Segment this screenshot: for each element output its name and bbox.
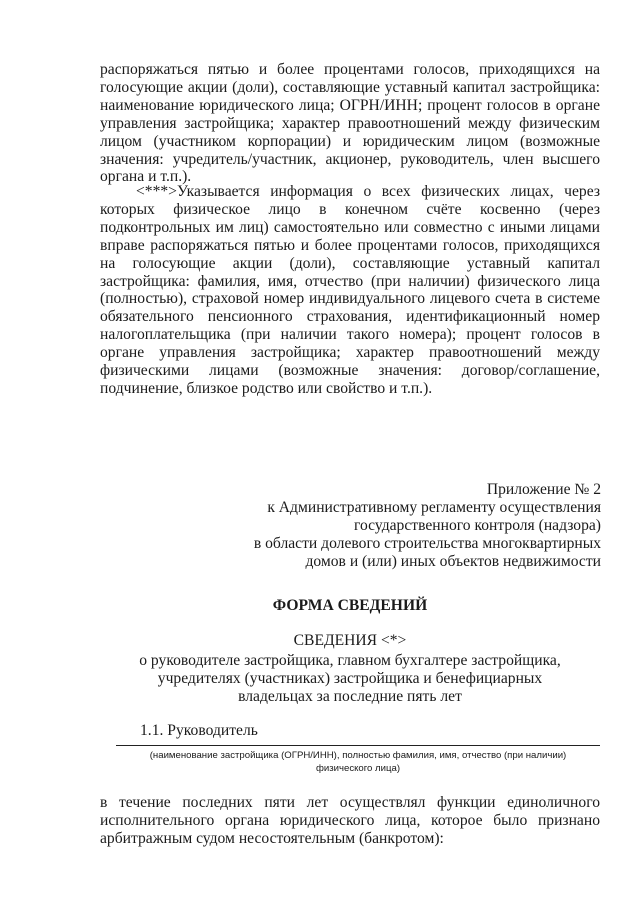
- paragraph-text: распоряжаться пятью и более процентами голосов, приходящихся на голосующие акции (доли), составляющие уставный капитал застройщика: наименование юридического лица; ОГРН/ИНН; процент голосов в органе управления застройщика; характер правоотношений между физическим лицом (участником корпорации) и юридическим лицом (возможные значения: учредитель/участник, акционер, руководитель, член высшего органа и т.п.).: [100, 61, 600, 186]
- appendix-line: в области долевого строительства многоквартирных: [253, 535, 601, 552]
- appendix-header: [181, 481, 601, 571]
- appendix-line: к Административному регламенту осуществления: [267, 499, 601, 516]
- appendix-line: государственного контроля (надзора): [353, 517, 601, 534]
- footnote-triple-star-paragraph: [100, 183, 600, 398]
- subtitle-line: учредителях (участниках) застройщика и бенефициарных: [157, 669, 543, 687]
- section-heading: 1.1. Руководитель: [140, 722, 258, 739]
- form-title: ФОРМА СВЕДЕНИЙ: [272, 597, 428, 614]
- body-paragraph: [100, 794, 600, 848]
- form-subtitle: [100, 652, 600, 705]
- appendix-line: домов и (или) иных объектов недвижимости: [305, 553, 601, 570]
- svedeniya-heading: СВЕДЕНИЯ <*>: [293, 632, 407, 649]
- subtitle-line: владельцах за последние пять лет: [238, 687, 462, 705]
- subtitle-line: о руководителе застройщика, главном бухгалтере застройщика,: [139, 652, 561, 669]
- fill-in-line: [116, 745, 600, 746]
- caption-line: физического лица): [315, 762, 401, 774]
- field-caption: [116, 750, 600, 775]
- appendix-number: Приложение № 2: [486, 481, 601, 498]
- paragraph-text: <***>Указывается информация о всех физических лицах, через которых физическое лицо в конечном счёте косвенно (через подконтрольных им лиц) самостоятельно или совместно с иными лицами вправе распоряжаться пятью и более процентами голосов, приходящихся на голосующие акции (доли), составляющие уставный капитал застройщика: фамилия, имя, отчество (при наличии) физического лица (полностью), страховой номер индивидуального лицевого счета в системе обязательного пенсионного страхования, идентификационный номер налогоплательщика (при наличии такого номера); процент голосов в органе управления застройщика; характер правоотношений между физическими лицами (возможные значения: договор/соглашение, подчинение, близкое родство или свойство и т.п.).: [100, 183, 600, 397]
- paragraph-text: в течение последних пяти лет осуществлял функции единоличного исполнительного органа юридического лица, которое было признано арбитражным судом несостоятельным (банкротом):: [100, 794, 600, 847]
- footnote-continuation-paragraph: [100, 61, 600, 186]
- caption-line: (наименование застройщика (ОГРН/ИНН), полностью фамилия, имя, отчество (при наличии): [149, 750, 567, 761]
